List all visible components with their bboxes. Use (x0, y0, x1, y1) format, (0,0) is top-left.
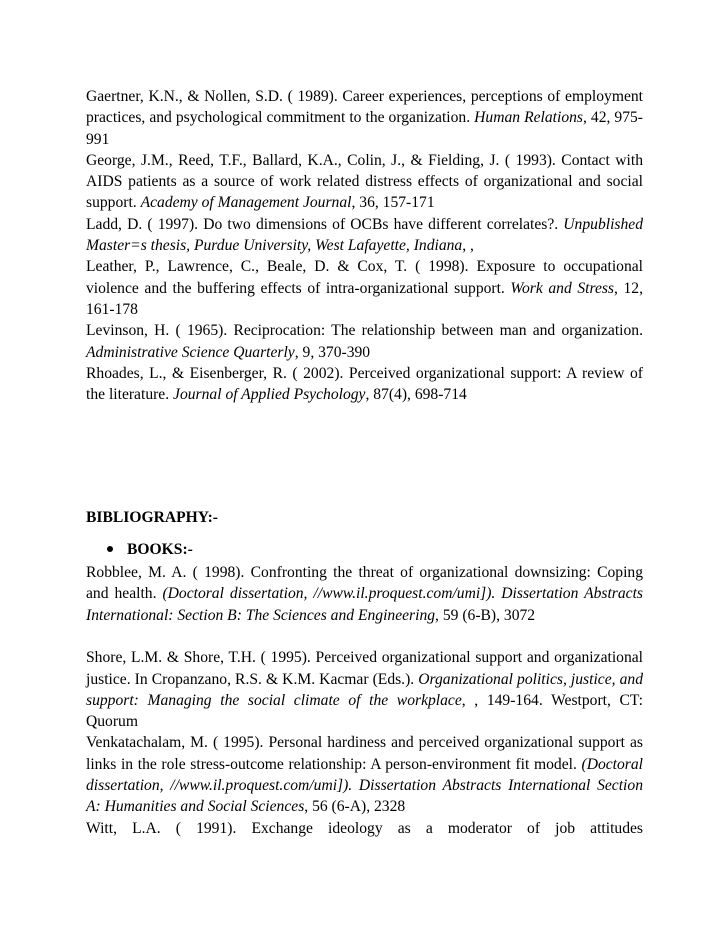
bibliography-heading: BIBLIOGRAPHY:- (86, 509, 218, 527)
reference-details: , 12, 161-178 (86, 279, 643, 318)
reference-entry (86, 256, 643, 320)
book-entry (86, 818, 643, 839)
book-text: Robblee, M. A. ( 1998). Confronting the threat of organizational downsizing: Coping and health. (86, 564, 643, 603)
reference-source: Unpublished Master=s thesis, Purdue University, West Lafayette, Indiana (86, 215, 643, 255)
reference-text: Gaertner, K.N., & Nollen, S.D. ( 1989). Career experiences, perceptions of employment practices, and psychological commitment to the organization. (86, 88, 643, 127)
book-entry (86, 647, 643, 732)
reference-text: Ladd, D. ( 1997). Do two dimensions of OCBs have different correlates?. (86, 215, 564, 233)
book-text: Shore, L.M. & Shore, T.H. ( 1995). Perceived organizational support and organizational justice. In Cropanzano, R.S. & K.M. Kacmar (Eds.). (86, 649, 643, 688)
reference-source: Work and Stress (510, 279, 615, 297)
reference-details: , 36, 157-171 (351, 194, 435, 212)
reference-text: Leather, P., Lawrence, C., Beale, D. & Cox, T. ( 1998). Exposure to occupational violence and the buffering effects of intra-organizational support. (86, 258, 643, 297)
reference-details: , 87(4), 698-714 (365, 386, 467, 404)
book-source: Organizational politics, justice, and support: Managing the social climate of the workplace (86, 670, 643, 709)
book-entry (86, 732, 643, 817)
reference-entry (86, 320, 643, 363)
reference-entry (86, 363, 643, 406)
reference-source: Human Relations (474, 109, 583, 127)
reference-entry (86, 214, 643, 257)
paragraph-spacer (86, 626, 643, 647)
reference-details: , , (462, 237, 474, 255)
books-subheading (107, 539, 643, 560)
reference-details: , 42, 975-991 (86, 109, 643, 148)
book-details: , 59 (6-B), 3072 (435, 606, 536, 624)
book-entry (86, 562, 643, 626)
book-text: Venkatachalam, M. ( 1995). Personal hardiness and perceived organizational support as links in the role stress-outcome relationship: A person-environment fit model. (86, 734, 643, 773)
book-text: Witt, L.A. ( 1991). Exchange ideology as a moderator of job attitudes (86, 819, 643, 837)
reference-entry (86, 86, 643, 150)
reference-details: , 9, 370-390 (294, 343, 371, 361)
reference-source: Journal of Applied Psychology (173, 386, 366, 404)
document-page (86, 86, 643, 839)
reference-source: Administrative Science Quarterly (86, 343, 295, 361)
book-source: (Doctoral dissertation, //www.il.proquest.com/umi]). Dissertation Abstracts International Section A: Humanities and Social Sciences (86, 755, 643, 816)
bullet-icon (107, 546, 113, 552)
reference-text: George, J.M., Reed, T.F., Ballard, K.A., Colin, J., & Fielding, J. ( 1993). Contact with AIDS patients as a source of work related distress effects of organizational and social support. (86, 151, 643, 212)
section-spacer (86, 405, 643, 507)
book-details: , , 149-164. Westport, CT: Quorum (86, 691, 643, 731)
books-label: BOOKS:- (127, 540, 193, 558)
book-source: (Doctoral dissertation, //www.il.proquest.com/umi]). Dissertation Abstracts International: Section B: The Sciences and Engineering (86, 585, 643, 624)
reference-source: Academy of Management Journal (140, 194, 352, 212)
reference-text: Levinson, H. ( 1965). Reciprocation: The relationship between man and organization. (86, 322, 643, 340)
book-details: , 56 (6-A), 2328 (304, 798, 406, 816)
reference-text: Rhoades, L., & Eisenberger, R. ( 2002). Perceived organizational support: A review of the literature. (86, 364, 643, 404)
reference-entry (86, 150, 643, 214)
